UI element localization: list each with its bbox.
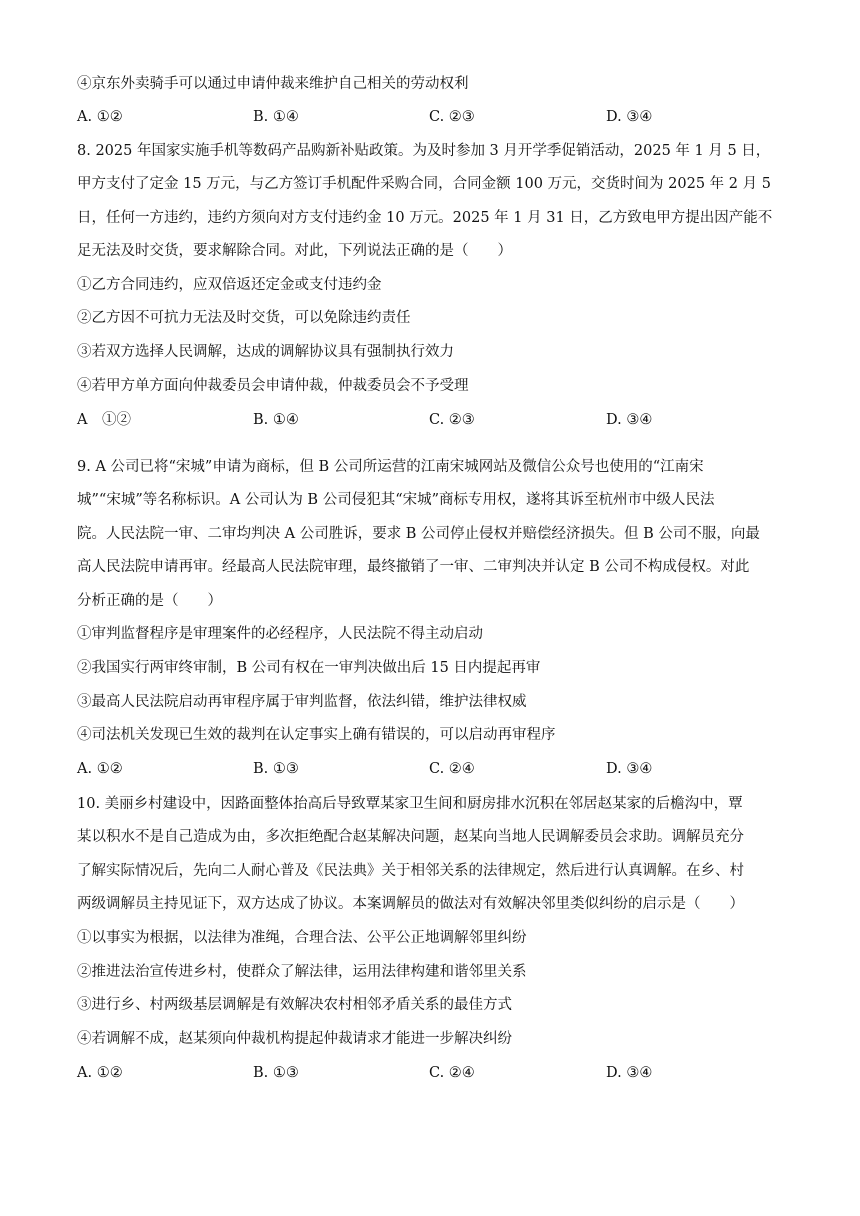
q7-option-a: A. ①②	[77, 109, 123, 125]
q9-option-c: C. ②④	[429, 761, 475, 777]
q8-stem-line-2: 甲方支付了定金 15 万元，与乙方签订手机配件采购合同，合同金额 100 万元，交货时间为 2025 年 2 月 5	[77, 176, 771, 192]
q10-stem-line-2: 某以积水不是自己造成为由，多次拒绝配合赵某解决问题，赵某向当地人民调解委员会求助。调解员充分	[77, 829, 744, 845]
q8-stem-line-4: 足无法及时交货，要求解除合同。对此，下列说法正确的是（ ）	[77, 243, 512, 259]
q7-option-c: C. ②③	[429, 109, 475, 125]
q7-option-d: D. ③④	[606, 109, 653, 125]
q8-item-3: ③若双方选择人民调解，达成的调解协议具有强制执行效力	[77, 344, 454, 360]
q10-option-d: D. ③④	[606, 1065, 653, 1081]
q10-option-b: B. ①③	[253, 1065, 299, 1081]
q9-item-3: ③最高人民法院启动再审程序属于审判监督，依法纠错，维护法律权威	[77, 694, 527, 710]
q9-item-2: ②我国实行两审终审制，B 公司有权在一审判决做出后 15 日内提起再审	[77, 660, 541, 676]
q10-item-4: ④若调解不成，赵某须向仲裁机构提起仲裁请求才能进一步解决纠纷	[77, 1031, 512, 1047]
q10-option-c: C. ②④	[429, 1065, 475, 1081]
q8-option-c: C. ②③	[429, 412, 475, 428]
q10-option-a: A. ①②	[77, 1065, 123, 1081]
q9-stem-line-2: 城”“宋城”等名称标识。A 公司认为 B 公司侵犯其“宋城”商标专用权，遂将其诉至杭州市中级人民法	[77, 492, 715, 508]
q9-option-b: B. ①③	[253, 761, 299, 777]
q10-item-1: ①以事实为根据，以法律为准绳，合理合法、公平公正地调解邻里纠纷	[77, 930, 527, 946]
q9-stem-line-5: 分析正确的是（ ）	[77, 593, 222, 609]
q8-option-a: A ①②	[77, 412, 131, 428]
q10-stem-line-1: 10. 美丽乡村建设中，因路面整体抬高后导致覃某家卫生间和厨房排水沉积在邻居赵某家的后檐沟中，覃	[77, 796, 743, 812]
q9-item-4: ④司法机关发现已生效的裁判在认定事实上确有错误的，可以启动再审程序	[77, 727, 556, 743]
q7-item-4: ④京东外卖骑手可以通过申请仲裁来维护自己相关的劳动权利	[77, 76, 469, 92]
q9-item-1: ①审判监督程序是审理案件的必经程序，人民法院不得主动启动	[77, 626, 483, 642]
q7-option-b: B. ①④	[253, 109, 299, 125]
q9-option-a: A. ①②	[77, 761, 123, 777]
q9-option-d: D. ③④	[606, 761, 653, 777]
q8-item-1: ①乙方合同违约，应双倍返还定金或支付违约金	[77, 277, 382, 293]
q10-stem-line-4: 两级调解员主持见证下，双方达成了协议。本案调解员的做法对有效解决邻里类似纠纷的启示是（ ）	[77, 896, 744, 912]
q8-item-2: ②乙方因不可抗力无法及时交货，可以免除违约责任	[77, 310, 411, 326]
q10-item-3: ③进行乡、村两级基层调解是有效解决农村相邻矛盾关系的最佳方式	[77, 997, 512, 1013]
q8-stem-line-3: 日，任何一方违约，违约方须向对方支付违约金 10 万元。2025 年 1 月 31 日，乙方致电甲方提出因产能不	[77, 210, 773, 226]
q9-stem-line-3: 院。人民法院一审、二审均判决 A 公司胜诉，要求 B 公司停止侵权并赔偿经济损失。但 B 公司不服，向最	[77, 526, 760, 542]
q8-option-b: B. ①④	[253, 412, 299, 428]
q8-option-d: D. ③④	[606, 412, 653, 428]
q8-item-4: ④若甲方单方面向仲裁委员会申请仲裁，仲裁委员会不予受理	[77, 378, 469, 394]
q9-stem-line-4: 高人民法院申请再审。经最高人民法院审理，最终撤销了一审、二审判决并认定 B 公司不构成侵权。对此	[77, 559, 750, 575]
q10-stem-line-3: 了解实际情况后，先向二人耐心普及《民法典》关于相邻关系的法律规定，然后进行认真调解。在乡、村	[77, 863, 744, 879]
q10-item-2: ②推进法治宣传进乡村，使群众了解法律，运用法律构建和谐邻里关系	[77, 964, 527, 980]
q8-stem-line-1: 8. 2025 年国家实施手机等数码产品购新补贴政策。为及时参加 3 月开学季促销活动，2025 年 1 月 5 日，	[77, 143, 771, 159]
q9-stem-line-1: 9. A 公司已将“宋城”申请为商标，但 B 公司所运营的江南宋城网站及微信公众号也使用的“江南宋	[77, 459, 704, 475]
